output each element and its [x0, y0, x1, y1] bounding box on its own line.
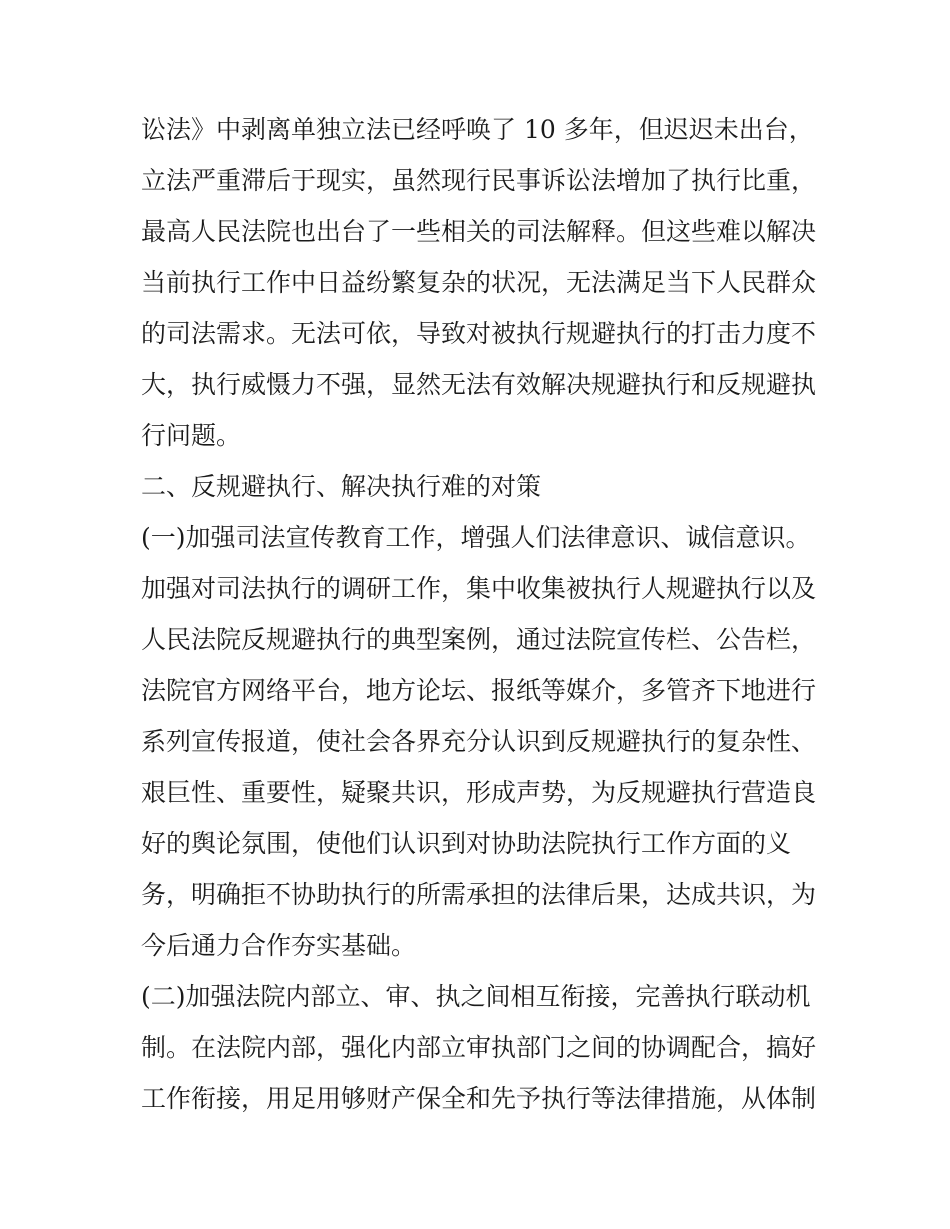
subsection-heading: (一)加强司法宣传教育工作，增强人们法律意识、诚信意识。 — [141, 523, 811, 552]
text-line: 制。在法院内部，强化内部立审执部门之间的协调配合，搞好 — [141, 1033, 817, 1062]
text-line: 今后通力合作夯实基础。 — [141, 931, 417, 960]
text-line: 加强对司法执行的调研工作，集中收集被执行人规避执行以及 — [141, 574, 817, 603]
text-line: 系列宣传报道，使社会各界充分认识到反规避执行的复杂性、 — [141, 727, 817, 756]
text-line: 最高人民法院也出台了一些相关的司法解释。但这些难以解决 — [141, 217, 817, 246]
text-line: 好的舆论氛围，使他们认识到对协助法院执行工作方面的义 — [141, 829, 792, 858]
text-line: 讼法》中剥离单独立法已经呼唤了 10 多年，但迟迟未出台， — [141, 115, 814, 144]
section-heading: 二、反规避执行、解决执行难的对策 — [141, 472, 542, 501]
text-line: 人民法院反规避执行的典型案例，通过法院宣传栏、公告栏， — [141, 625, 817, 654]
text-line: 行问题。 — [141, 421, 242, 450]
text-line: 工作衔接，用足用够财产保全和先予执行等法律措施，从体制 — [141, 1084, 817, 1113]
text-line: 艰巨性、重要性，疑聚共识，形成声势，为反规避执行营造良 — [141, 778, 817, 807]
text-line: 的司法需求。无法可依，导致对被执行规避执行的打击力度不 — [141, 319, 817, 348]
text-line: 务，明确拒不协助执行的所需承担的法律后果，达成共识，为 — [141, 880, 817, 909]
text-line: 法院官方网络平台，地方论坛、报纸等媒介，多管齐下地进行 — [141, 676, 817, 705]
text-line: 大，执行威慑力不强，显然无法有效解决规避执行和反规避执 — [141, 370, 817, 399]
text-line: 立法严重滞后于现实，虽然现行民事诉讼法增加了执行比重， — [141, 166, 817, 195]
text-line: 当前执行工作中日益纷繁复杂的状况，无法满足当下人民群众 — [141, 268, 817, 297]
subsection-heading: (二)加强法院内部立、审、执之间相互衔接，完善执行联动机 — [141, 982, 811, 1011]
